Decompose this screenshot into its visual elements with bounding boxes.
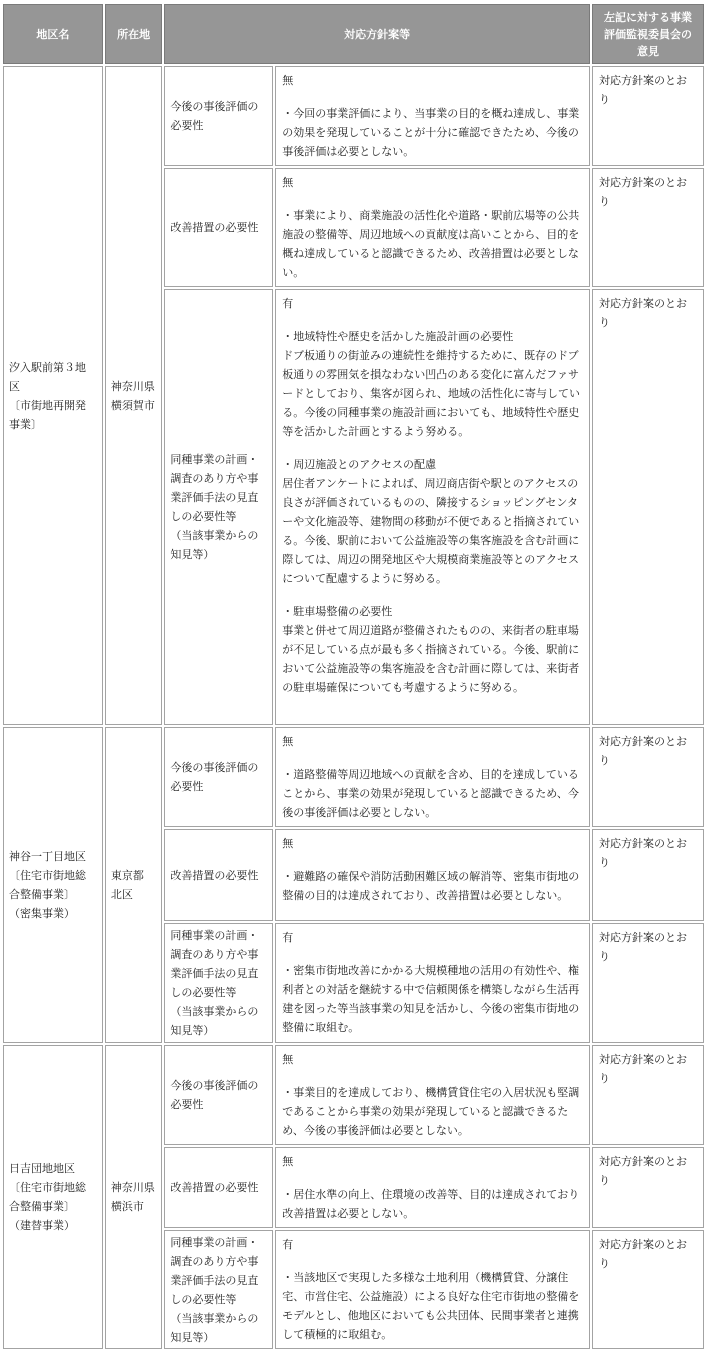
policy-text: ・居住水準の向上、住環境の改善等、目的は達成されており改善措置は必要としない。 <box>282 1188 580 1220</box>
opinion-cell: 対応方針案のとおり <box>592 829 704 921</box>
item-line: 知見等） <box>170 548 215 561</box>
item-line: 今後の事後評価の <box>170 761 259 774</box>
spacer <box>282 441 583 455</box>
area-name-line: 〔住宅市街地総 <box>9 869 86 882</box>
table-row <box>3 727 704 827</box>
item-line: 必要性 <box>170 119 204 132</box>
policy-text: 居住者アンケートによれば、周辺商店街や駅とのアクセスの良さが評価されているものの、隣接するショッピングセンターや文化施設等、建物間の移動が不便であると指摘されている。今後、駅前において公益施設等の集客施設を含む計画に際しては、周辺の開発地区や大規模商業施設等とのアクセスについて配慮するように努める。 <box>282 477 580 585</box>
policy-text: ・当該地区で実現した多様な土地利用（機構賃貸、分譲住宅、市営住宅、公益施設）による良好な住宅市街地の整備をモデルとし、他地区においても公共団体、民間事業者と連携して積極的に取組む。 <box>282 1271 580 1341</box>
item-line: 調査のあり方や事 <box>170 1254 259 1268</box>
policy-text: ・避難路の確保や消防活動困難区域の解消等、密集市街地の整備の目的は達成されており、改善措置は必要としない。 <box>282 870 580 902</box>
item-cell <box>164 1147 273 1228</box>
area-name-line: 事業〕 <box>9 417 42 431</box>
area-name-line: （密集事業） <box>9 907 75 920</box>
evaluation-table <box>1 2 706 1351</box>
spacer <box>282 1069 583 1083</box>
location-cell <box>105 66 162 725</box>
spacer <box>282 192 583 206</box>
location-cell <box>105 727 162 1043</box>
policy-text: ・道路整備等周辺地域への貢献を含め、目的を達成していることから、事業の効果が発現していると認識できるため、今後の事後評価は必要としない。 <box>282 768 579 819</box>
opinion-cell: 対応方針案のとおり <box>592 289 704 725</box>
area-name-cell <box>3 1045 103 1349</box>
location-line: 神奈川県 <box>110 1181 155 1194</box>
policy-answer: 無 <box>282 837 294 850</box>
policy-cell <box>275 289 590 725</box>
opinion-cell: 対応方針案のとおり <box>592 66 704 166</box>
policy-cell <box>275 168 590 287</box>
area-name-line: 区 <box>9 379 20 393</box>
policy-text: ・事業により、商業施設の活性化や道路・駅前広場等の公共施設の整備等、周辺地域への貢献度は高いことから、目的を概ね達成していると認識できるため、改善措置は必要としない。 <box>282 209 580 279</box>
item-cell <box>164 1045 273 1145</box>
location-cell <box>105 1045 162 1349</box>
spacer <box>282 853 583 867</box>
area-name-line: 〔市街地再開発 <box>9 398 86 412</box>
item-line: （当該事業からの <box>170 1311 259 1325</box>
spacer <box>282 588 583 602</box>
item-line: 同種事業の計画・ <box>170 929 259 942</box>
item-line: 同種事業の計画・ <box>170 453 259 466</box>
item-line: 調査のあり方や事 <box>170 948 259 961</box>
opinion-cell: 対応方針案のとおり <box>592 727 704 827</box>
item-line: 必要性 <box>170 780 204 793</box>
opinion-cell: 対応方針案のとおり <box>592 1045 704 1145</box>
item-line: 業評価手法の見直 <box>170 1273 259 1287</box>
policy-answer: 無 <box>282 1053 294 1066</box>
item-line: 改善措置の必要性 <box>170 1181 259 1194</box>
location-line: 横須賀市 <box>110 398 155 412</box>
spacer <box>282 751 583 765</box>
item-cell <box>164 829 273 921</box>
location-line: 横浜市 <box>110 1200 144 1213</box>
table-row <box>3 66 704 166</box>
policy-answer: 無 <box>282 1155 294 1168</box>
area-name-line: 日吉団地地区 <box>9 1162 75 1175</box>
policy-answer: 無 <box>282 176 294 189</box>
policy-heading: ・周辺施設とのアクセスの配慮 <box>282 458 436 471</box>
item-cell <box>164 1230 273 1349</box>
opinion-cell: 対応方針案のとおり <box>592 168 704 287</box>
opinion-cell: 対応方針案のとおり <box>592 1147 704 1228</box>
spacer <box>282 1254 583 1268</box>
item-line: 知見等） <box>170 1330 215 1344</box>
item-line: 今後の事後評価の <box>170 100 259 113</box>
area-name-cell <box>3 727 103 1043</box>
area-name-line: 汐入駅前第３地 <box>9 360 86 374</box>
item-line: 必要性 <box>170 1098 204 1111</box>
policy-answer: 有 <box>282 931 294 944</box>
table-body <box>3 66 704 1349</box>
area-name-line: 神谷一丁目地区 <box>9 850 86 863</box>
item-cell <box>164 168 273 287</box>
policy-heading: ・地域特性や歴史を活かした施設計画の必要性 <box>282 330 514 343</box>
spacer <box>282 947 583 961</box>
item-line: （当該事業からの <box>170 529 259 542</box>
policy-text: ・密集市街地改善にかかる大規模種地の活用の有効性や、権利者との対話を継続する中で信頼関係を構築しながら生活再建を図った等当該事業の知見を活かし、今後の密集市街地の整備に取組む。 <box>282 964 580 1034</box>
table-row <box>3 1045 704 1145</box>
policy-cell <box>275 727 590 827</box>
policy-text: 事業と併せて周辺道路が整備されたものの、来街者の駐車場が不足している点が最も多く指摘されている。今後、駅前において公益施設等の集客施設を含む計画に際しては、来街者の駐車場確保についても考慮するように努める。 <box>282 624 580 694</box>
header-committee-opinion <box>592 4 704 64</box>
item-line: 知見等） <box>170 1024 215 1037</box>
policy-text: ドブ板通りの街並みの連続性を維持するために、既存のドブ板通りの雰囲気を損なわない凹凸のある変化に富んだファサードとしており、集客が図られ、地域の活性化に寄与している。今後の同種事業の施設計画においても、地域特性や歴史等を活かした計画とするよう努める。 <box>282 349 580 438</box>
location-line: 東京都 <box>110 869 144 882</box>
policy-cell <box>275 66 590 166</box>
header-policy: 対応方針案等 <box>164 4 590 64</box>
policy-answer: 有 <box>282 1238 294 1251</box>
spacer <box>282 1171 583 1185</box>
area-name-line: （建替事業） <box>9 1219 75 1232</box>
policy-answer: 無 <box>282 735 294 748</box>
item-cell <box>164 727 273 827</box>
policy-text: ・今回の事業評価により、当事業の目的を概ね達成し、事業の効果を発現していることが十分に確認できたため、今後の事後評価は必要としない。 <box>282 107 580 158</box>
item-line: （当該事業からの <box>170 1005 259 1018</box>
item-line: 同種事業の計画・ <box>170 1235 259 1249</box>
area-name-line: 〔住宅市街地総 <box>9 1181 86 1194</box>
area-name-cell <box>3 66 103 725</box>
policy-text: ・事業目的を達成しており、機構賃貸住宅の入居状況も堅調であることから事業の効果が発現していると認識できるため、今後の事後評価は必要としない。 <box>282 1086 580 1137</box>
item-line: 調査のあり方や事 <box>170 472 259 485</box>
area-name-line: 合整備事業〕 <box>9 888 75 901</box>
area-name-line: 合整備事業〕 <box>9 1200 75 1213</box>
item-line: 業評価手法の見直 <box>170 967 259 980</box>
item-line: しの必要性等 <box>170 510 237 523</box>
location-line: 北区 <box>110 888 133 901</box>
opinion-cell: 対応方針案のとおり <box>592 923 704 1043</box>
policy-cell <box>275 1045 590 1145</box>
policy-heading: ・駐車場整備の必要性 <box>282 605 393 618</box>
item-cell <box>164 289 273 725</box>
item-line: しの必要性等 <box>170 986 237 999</box>
item-line: 今後の事後評価の <box>170 1079 259 1092</box>
header-row <box>3 4 704 64</box>
policy-cell <box>275 1147 590 1228</box>
header-committee-line: 意見 <box>637 44 659 58</box>
item-line: 改善措置の必要性 <box>170 221 259 234</box>
item-line: 業評価手法の見直 <box>170 491 259 504</box>
policy-cell <box>275 829 590 921</box>
policy-cell <box>275 923 590 1043</box>
policy-answer: 無 <box>282 74 294 87</box>
spacer <box>282 90 583 104</box>
policy-answer: 有 <box>282 297 294 310</box>
opinion-cell: 対応方針案のとおり <box>592 1230 704 1349</box>
item-cell <box>164 923 273 1043</box>
spacer <box>282 313 583 327</box>
item-cell <box>164 66 273 166</box>
header-location: 所在地 <box>105 4 162 64</box>
location-line: 神奈川県 <box>110 379 155 393</box>
item-line: 改善措置の必要性 <box>170 868 259 882</box>
header-area: 地区名 <box>3 4 103 64</box>
header-committee-line: 評価監視委員会の <box>604 27 692 41</box>
header-committee-line: 左記に対する事業 <box>604 10 692 24</box>
item-line: しの必要性等 <box>170 1292 237 1306</box>
policy-cell <box>275 1230 590 1349</box>
